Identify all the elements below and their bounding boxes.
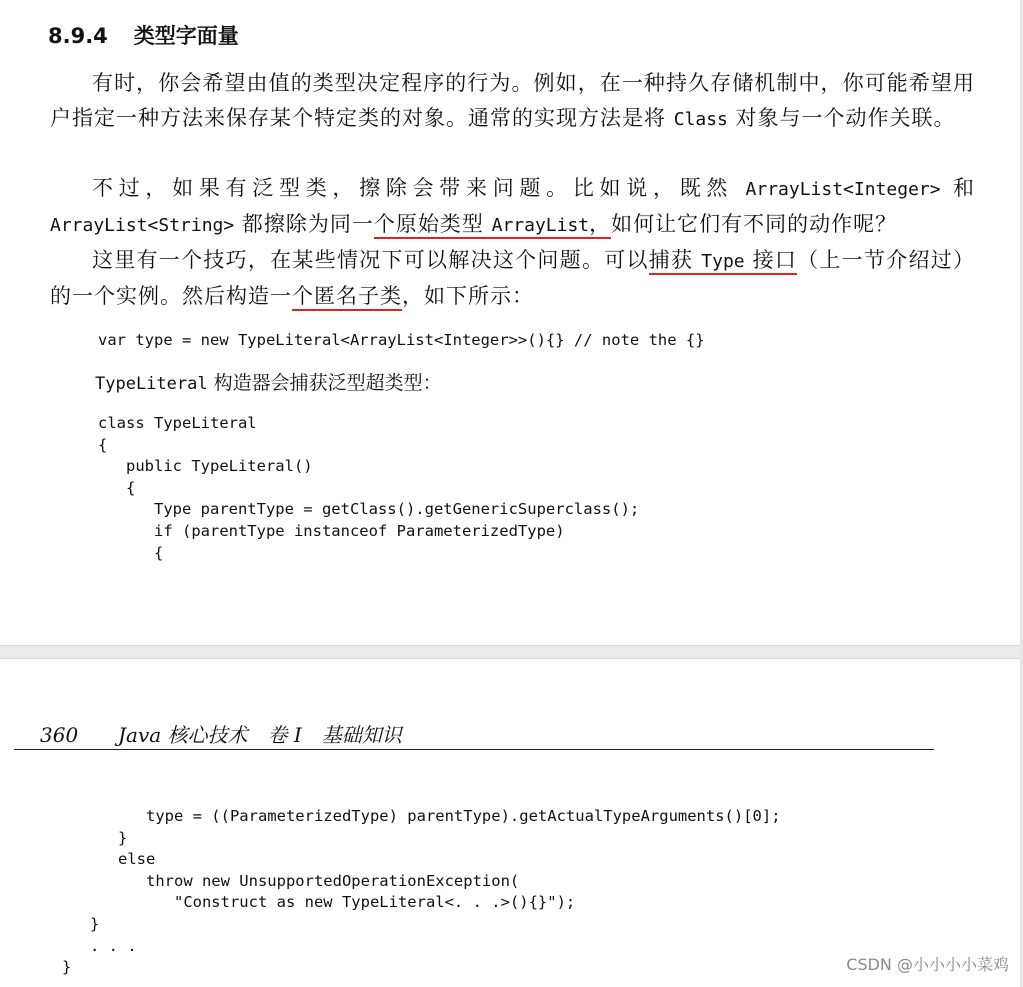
paragraph-2-text-mid: 都擦除为同一 [234, 212, 374, 236]
paragraph-2-underlined-end: ， [589, 212, 612, 236]
paragraph-3-text-end: ，如下所示： [402, 284, 534, 308]
paragraph-1-text: 有时，你会希望由值的类型决定程序的行为。例如，在一种持久存储机制中，你可能希望用户指定一种方法来保存某个特定类的对象。通常的实现方法是将 [50, 71, 975, 130]
paragraph-1 [50, 66, 975, 137]
paragraph-2 [50, 171, 975, 243]
paragraph-2-underlined-text: 个原始类型 [373, 212, 492, 236]
paragraph-3-text: 这里有一个技巧，在某些情况下可以解决这个问题。可以 [92, 248, 649, 272]
page-lower [0, 659, 1023, 987]
paragraph-3 [50, 243, 975, 314]
paragraph-2-code-2: ArrayList<String> [50, 215, 235, 236]
paragraph-2-underline [374, 212, 611, 239]
typeliteral-intro-code: TypeLiteral [95, 374, 208, 394]
code-block-class-typeliteral: class TypeLiteral { public TypeLiteral() { Type parentType = getClass().getGenericSuperclass(); if (parentType instanceof ParameterizedType) { [98, 414, 640, 562]
page-number: 360 [40, 723, 79, 747]
typeliteral-intro [95, 368, 442, 395]
paragraph-1-code: Class [673, 109, 728, 130]
paragraph-3-underlined-code: Type [701, 251, 745, 272]
paragraph-2-text-and: 和 [940, 176, 975, 200]
paragraph-3-underline-1 [649, 248, 797, 275]
watermark: CSDN @小小小小菜鸡 [846, 955, 1009, 974]
section-number: 8.9.4 [48, 24, 108, 48]
typeliteral-intro-text: 构造器会捕获泛型超类型： [207, 372, 442, 394]
page-break [0, 645, 1023, 659]
volume-label: 卷 I [267, 723, 302, 747]
paragraph-3-text-mid: （上一节介绍过）的一个实例。然后构造一 [50, 248, 976, 308]
paragraph-2-text-end: 如何让它们有不同的动作呢？ [611, 212, 898, 236]
section-title: 类型字面量 [133, 24, 239, 48]
paragraph-3-underlined-text: 捕获 [648, 248, 702, 272]
section-heading [48, 20, 239, 50]
paragraph-2-text: 不过，如果有泛型类，擦除会带来问题。比如说，既然 [92, 176, 746, 200]
paragraph-2-code-1: ArrayList<Integer> [745, 179, 941, 200]
paragraph-2-underlined-code: ArrayList [491, 215, 590, 236]
paragraph-3-underline-2: 个匿名子类 [292, 284, 402, 311]
header-rule [14, 749, 934, 750]
code-line-type-literal: var type = new TypeLiteral<ArrayList<Integer>>(){} // note the {} [98, 331, 705, 349]
book-title: Java 核心技术 [118, 723, 248, 747]
paragraph-1-text-end: 对象与一个动作关联。 [727, 106, 956, 130]
running-header [40, 719, 402, 748]
paragraph-3-underlined-end: 接口 [744, 248, 798, 272]
book-subtitle: 基础知识 [321, 723, 402, 747]
code-block-continuation: type = ((ParameterizedType) parentType).getActualTypeArguments()[0]; } else throw new UnsupportedOperationException( "Construct as new TypeLiteral<. . .>(){}"); } . . . } [62, 807, 781, 977]
